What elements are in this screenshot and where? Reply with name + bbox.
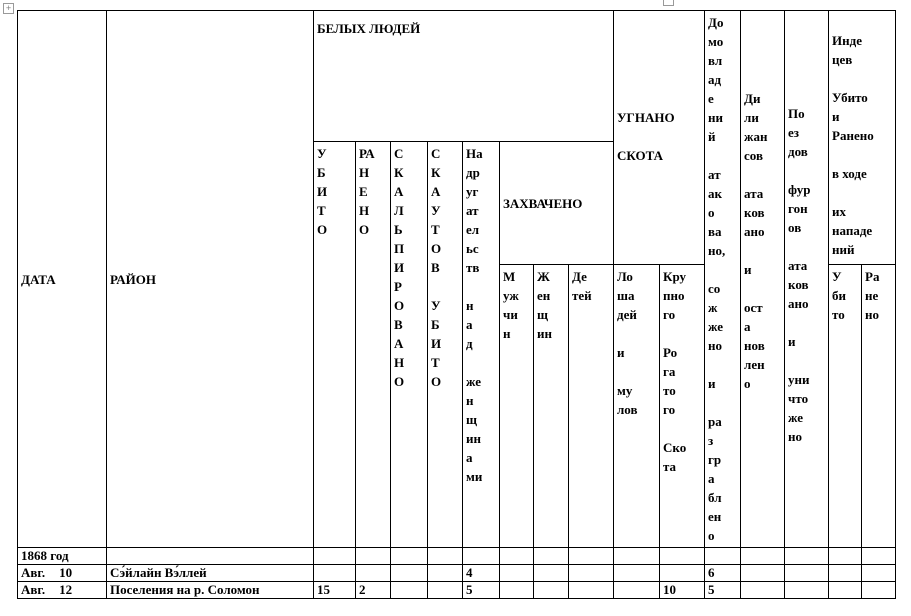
header-wounded: РА Н Е Н О: [356, 142, 391, 548]
cell-children: [569, 582, 614, 599]
header-killed: У Б И Т О: [314, 142, 356, 548]
header-scalped: С К А Л Ь П И Р О В А Н О: [391, 142, 428, 548]
cell-district: [107, 548, 314, 565]
cell-outrages: [463, 548, 500, 565]
table-move-handle-icon[interactable]: +: [3, 3, 14, 14]
cell-date: [18, 565, 107, 582]
cell-indians-killed: [829, 565, 862, 582]
header-trains: По ез дов фур гон ов ата ков ано и уни что же но: [785, 11, 829, 548]
cell-wounded: [356, 565, 391, 582]
cell-horses: [614, 582, 660, 599]
cell-outrages: 5: [463, 582, 500, 599]
header-indians-wounded: Ра не но: [862, 265, 896, 548]
cell-scalped-killed: [428, 565, 463, 582]
cell-killed: [314, 548, 356, 565]
table-row: [18, 548, 896, 565]
cursor-marker-icon: [663, 0, 674, 6]
cell-date: [18, 548, 107, 565]
date-month: 1868 год: [21, 548, 69, 563]
cell-scalped: [391, 565, 428, 582]
cell-trains: [785, 582, 829, 599]
header-men: М уж чи н: [500, 265, 534, 548]
cell-stagecoaches: [741, 582, 785, 599]
cell-horses: [614, 565, 660, 582]
cell-outrages: 4: [463, 565, 500, 582]
cell-women: [534, 548, 569, 565]
table-row: [18, 565, 896, 582]
header-outrages: На др уг ат ел ьс тв н а д же н щ ин а ми: [463, 142, 500, 548]
cell-killed: 15: [314, 582, 356, 599]
date-day: 12: [59, 582, 73, 597]
cell-cattle: 10: [660, 582, 705, 599]
cell-killed: [314, 565, 356, 582]
cell-houses: 5: [705, 582, 741, 599]
header-date: ДАТА: [18, 11, 107, 548]
header-scalped-killed: С К А У Т О В У Б И Т О: [428, 142, 463, 548]
header-indians: Инде цев Убито и Ранено в ходе их нападе ний: [829, 11, 896, 265]
cell-trains: [785, 565, 829, 582]
cell-scalped-killed: [428, 548, 463, 565]
cell-date: [18, 582, 107, 599]
cell-indians-wounded: [862, 548, 896, 565]
cell-stagecoaches: [741, 565, 785, 582]
cell-cattle: [660, 548, 705, 565]
cell-scalped: [391, 548, 428, 565]
cell-children: [569, 548, 614, 565]
cell-scalped: [391, 582, 428, 599]
cell-wounded: 2: [356, 582, 391, 599]
stolen-label: УГНАНО СКОТА: [617, 110, 675, 163]
cell-children: [569, 565, 614, 582]
cell-wounded: [356, 548, 391, 565]
cell-women: [534, 565, 569, 582]
header-horses: Ло ша дей и му лов: [614, 265, 660, 548]
header-whites: БЕЛЫХ ЛЮДЕЙ: [314, 11, 614, 142]
cell-cattle: [660, 565, 705, 582]
cell-stagecoaches: [741, 548, 785, 565]
cell-trains: [785, 548, 829, 565]
date-month: Авг.: [21, 582, 46, 597]
cell-horses: [614, 548, 660, 565]
header-stagecoaches: Ди ли жан сов ата ков ано и ост а нов лен о: [741, 11, 785, 548]
incident-table: [17, 10, 896, 599]
cell-indians-killed: [829, 582, 862, 599]
header-houses: До мо вл ад е ни й ат ак о ва но, со ж же но и ра з гр а бл ен о: [705, 11, 741, 548]
cell-men: [500, 565, 534, 582]
table-row: [18, 582, 896, 599]
cell-indians-wounded: [862, 582, 896, 599]
header-captured: ЗАХВАЧЕНО: [500, 142, 614, 265]
cell-men: [500, 548, 534, 565]
cell-men: [500, 582, 534, 599]
cell-women: [534, 582, 569, 599]
cell-scalped-killed: [428, 582, 463, 599]
header-cattle: Кру пно го Ро га то го Ско та: [660, 265, 705, 548]
header-stolen-livestock: [614, 11, 705, 265]
header-indians-killed: У би то: [829, 265, 862, 548]
cell-houses: [705, 548, 741, 565]
cell-indians-wounded: [862, 565, 896, 582]
cell-houses: 6: [705, 565, 741, 582]
header-children: Де тей: [569, 265, 614, 548]
cell-indians-killed: [829, 548, 862, 565]
date-day: 10: [59, 565, 73, 580]
header-district: РАЙОН: [107, 11, 314, 548]
header-women: Ж ен щ ин: [534, 265, 569, 548]
cell-district: Поселения на р. Соломон: [107, 582, 314, 599]
cell-district: Сэ́йлайн Вэ́ллей: [107, 565, 314, 582]
date-month: Авг.: [21, 565, 46, 580]
